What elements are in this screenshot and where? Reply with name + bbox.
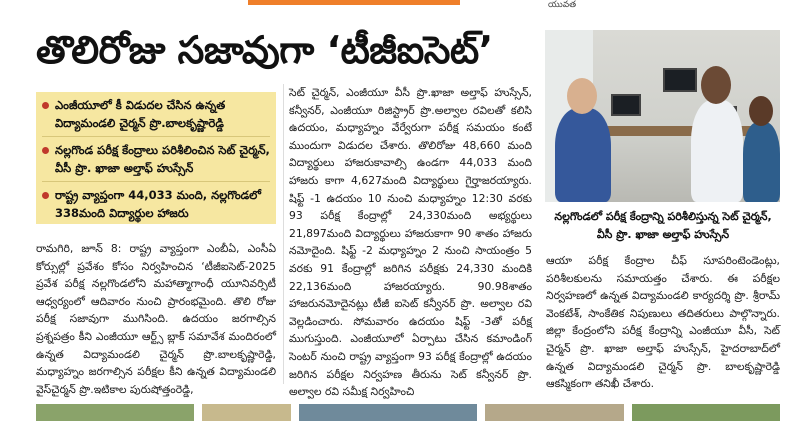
- photo-strip-part: [632, 404, 780, 421]
- highlight-text: రాష్ట్ర వ్యాప్తంగా 44,033 మంది, నల్లగొండలో 338మంది విద్యార్థుల హాజరు: [55, 188, 261, 220]
- photo-strip-part: [36, 404, 194, 421]
- highlight-text: ఎంజీయూలో కీ విడుదల చేసిన ఉన్నత విద్యామండలి చైర్మన్ ప్రొ.బాలకృష్ణారెడ్డి: [55, 98, 226, 130]
- photo-strip-part: [485, 404, 623, 421]
- article-column-middle: [289, 84, 532, 401]
- highlight-divider: [42, 136, 270, 137]
- headline: తొలిరోజు సజావుగా ‘టీజీఐసెట్’: [36, 28, 493, 72]
- person-figure: [743, 122, 780, 202]
- person-head: [749, 96, 773, 126]
- bullet-icon: [42, 102, 49, 109]
- bullet-icon: [42, 147, 49, 154]
- highlight-text: నల్లగొండ పరీక్ష కేంద్రాలు పరిశీలించిన సెట్ చైర్మన్, వీసీ ప్రొ. ఖాజా అల్తాఫ్ హుస్సేన్: [55, 143, 270, 175]
- photo-strip-part: [202, 404, 291, 421]
- article-paragraph: రామగిరి, జూన్ 8: రాష్ట్ర వ్యాప్తంగా ఎంబీఏ, ఎంసీఏ కోర్సుల్లో ప్రవేశం కోసం నిర్వహించిన ‘టీజీఐసెట్-2025 ప్రవేశ పరీక్ష నల్లగొండలోని మహాత్మాగాంధీ యూనివర్సిటీ ఆధ్వర్యంలో ఆదివారం నుంచి ప్రారంభమైంది. తొలి రోజు పరీక్ష సజావుగా ముగిసింది. ఉదయం జరగాల్సిన ప్రశ్నపత్రం కీని ఎంజీయూ ఆర్ట్స్ బ్లాక్ సమావేశ మందిరంలో ఉన్నత విద్యామండలి చైర్మన్ ప్రొ.బాలకృష్ణారెడ్డి, మధ్యాహ్నం జరగాల్సిన పరీక్షల కీని ఉన్నత విద్యామండలి వైస్‌చైర్మన్ ప్రొ.ఇటికాల పురుషోత్తంరెడ్డి,: [36, 242, 276, 396]
- article-column-left: [36, 240, 276, 398]
- photo-strip-part: [299, 404, 477, 421]
- article-paragraph: సెట్ చైర్మన్, ఎంజీయూ వీసీ ప్రొ.ఖాజా అల్తాఫ్ హుస్సేన్, కన్వీనర్, ఎంజీయూ రిజిస్ట్రార్ ప్రొ.అల్వాల రవిలతో కలిసి ఉదయం, మధ్యాహ్నం వేర్వేరుగా పరీక్ష సమయం కంటే ముందుగా విడుదల చేశారు. తొలిరోజు 48,660 మంది విద్యార్థులు హాజరుకావాల్సి ఉండగా 44,033 మంది హాజరు కాగా 4,627మంది విద్యార్థులు గైర్హాజరయ్యారు. షిఫ్ట్ -1 ఉదయం 10 నుంచి మధ్యాహ్నం 12:30 వరకు 93 పరీక్ష కేంద్రాల్లో 24,330మంది అభ్యర్థులు 21,897మంది విద్యార్థులు హాజరుకాగా 90 శాతం హాజరు నమోదైంది. షిఫ్ట్ -2 మధ్యాహ్నం 2 నుంచి సాయంత్రం 5 వరకు 91 కేంద్రాల్లో జరిగిన పరీక్షకు 24,330 మందికి 22,136మంది హాజరయ్యారు. 90.98శాతం హాజరునమోదైనట్లు టీజీ ఐసెట్ కన్వీనర్ ప్రొ. అల్వాల రవి వెల్లడించారు. సోమవారం ఉదయం షిఫ్ట్ -3తో పరీక్ష ముగుస్తుంది. ఎంజీయూలో ఏర్పాటు చేసిన కమాండింగ్ సెంటర్ నుంచి రాష్ట్ర వ్యాప్తంగా 93 పరీక్ష కేంద్రాల్లో ఉదయం జరిగిన పరీక్షల నిర్వహణ తీరును సెట్ కన్వీనర్ ప్రొ. అల్వాల రవి సమీక్ష నిర్వహించి: [289, 86, 532, 399]
- bullet-icon: [42, 192, 49, 199]
- bottom-image-strip: [36, 404, 780, 421]
- top-text-fragment: యువత: [548, 0, 577, 10]
- monitor-icon: [663, 68, 697, 92]
- monitor-icon: [611, 94, 641, 116]
- highlight-item: [42, 186, 270, 222]
- highlight-divider: [42, 181, 270, 182]
- person-head: [567, 78, 597, 114]
- news-photo: [545, 30, 780, 202]
- person-figure: [691, 100, 743, 202]
- highlight-item: [42, 141, 270, 177]
- photo-caption: నల్లగొండలో పరీక్ష కేంద్రాన్ని పరిశీలిస్తున్న సెట్ చైర్మన్, వీసీ ప్రొ. ఖాజా అల్తాఫ్ హుస్సేన్: [554, 210, 772, 241]
- highlights-box: [36, 92, 276, 224]
- column-divider: [283, 84, 284, 384]
- article-paragraph: ఆయా పరీక్ష కేంద్రాల చీఫ్ సూపరింటెండెంట్లు, పరిశీలకులను సమాయత్తం చేశారు. ఈ పరీక్షల నిర్వహణలో ఉన్నత విద్యామండలి కార్యదర్శి ప్రొ. శ్రీరామ్ వెంకటేశ్, సాంకేతిక నిపుణులు తదితరులు పాల్గొన్నారు. జిల్లా కేంద్రంలోని పరీక్ష కేంద్రాన్ని ఎంజీయూ వీసీ, సెట్ చైర్మన్ ప్రొ. ఖాజా అల్తాఫ్ హుస్సేన్, హైదరాబాద్‌లో ఉన్నత విద్యామండలి చైర్మన్ ప్రొ. బాలకృష్ణారెడ్డి ఆకస్మికంగా తనిఖీ చేశారు.: [546, 254, 780, 391]
- section-color-bar: [248, 0, 460, 5]
- person-head: [701, 66, 731, 104]
- highlight-item: [42, 96, 270, 132]
- person-figure: [555, 108, 611, 202]
- article-column-right: [546, 252, 780, 393]
